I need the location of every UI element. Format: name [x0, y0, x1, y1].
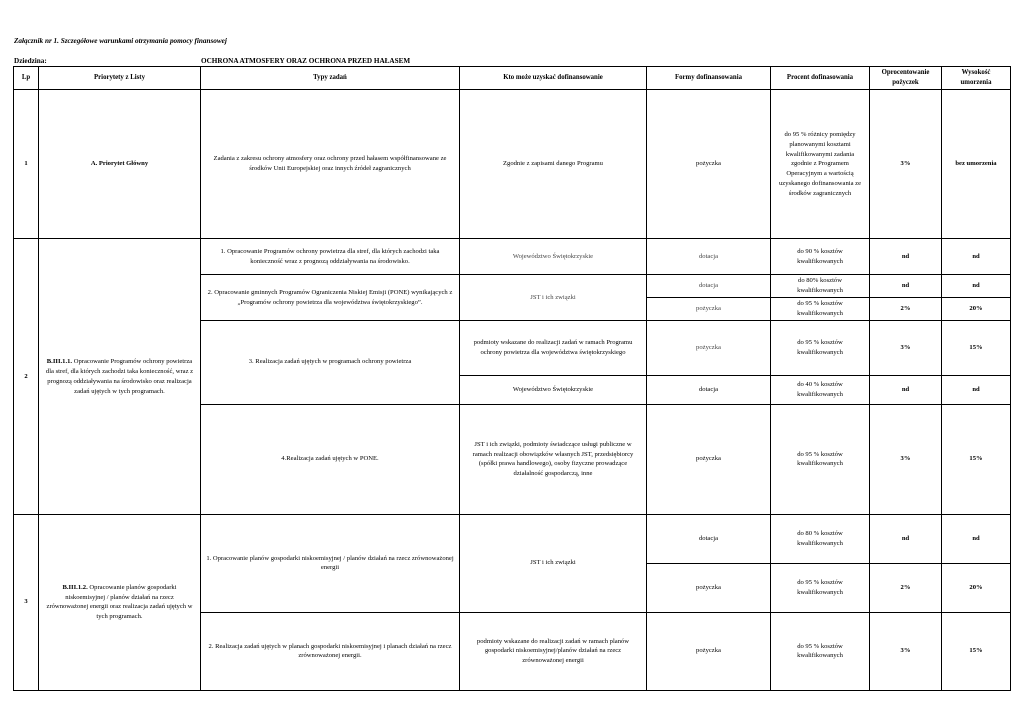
row-1-lp: 1 — [14, 90, 39, 239]
row-2a-form: dotacja — [647, 239, 771, 275]
row-2c-percent-1: do 95 % kosztów kwalifikowanych — [771, 320, 870, 375]
table-row — [14, 239, 1011, 275]
row-3a-task: 1. Opracowanie planów gospodarki niskoemisyjnej / planów działań na rzecz zrównoważonej energii — [201, 514, 460, 612]
row-1-interest: 3% — [870, 90, 942, 239]
row-1-percent: do 95 % różnicy pomiędzy planowanymi kosztami kwalifikowanymi zadania zgodnie z Programem Operacyjnym a wartością uzyskanego dofinansowania ze środków zagranicznych — [771, 90, 870, 239]
table-row — [14, 514, 1011, 563]
row-3a-percent-2: do 95 % kosztów kwalifikowanych — [771, 563, 870, 612]
row-1-task: Zadania z zakresu ochrony atmosfery oraz ochrony przed hałasem współfinansowane ze środków Unii Europejskiej oraz innych źródeł zagranicznych — [201, 90, 460, 239]
domain-value: OCHRONA ATMOSFERY ORAZ OCHRONA PRZED HAŁASEM — [201, 57, 411, 65]
attachment-caption: Załącznik nr 1. Szczegółowe warunkami otrzymania pomocy finansowej — [14, 37, 227, 45]
header-row — [14, 67, 1011, 90]
row-3b-percent: do 95 % kosztów kwalifikowanych — [771, 612, 870, 690]
row-1-form: pożyczka — [647, 90, 771, 239]
row-3a-eligible: JST i ich związki — [460, 514, 647, 612]
header-funding-form: Formy dofinansowania — [647, 67, 771, 90]
domain-label: Dziedzina: — [14, 57, 47, 65]
row-1-priority: A. Priorytet Główny — [39, 90, 201, 239]
row-2b-form-1: dotacja — [647, 275, 771, 298]
row-2b-percent-1: do 80% kosztów kwalifikowanych — [771, 275, 870, 298]
row-2a-percent: do 90 % kosztów kwalifikowanych — [771, 239, 870, 275]
row-3a-interest-1: nd — [870, 514, 942, 563]
row-3a-percent-1: do 80 % kosztów kwalifikowanych — [771, 514, 870, 563]
row-1-writeoff: bez umorzenia — [942, 90, 1011, 239]
header-task-types: Typy zadań — [201, 67, 460, 90]
row-3a-writeoff-2: 20% — [942, 563, 1011, 612]
row-2c-writeoff-2: nd — [942, 375, 1011, 404]
row-2c-interest-1: 3% — [870, 320, 942, 375]
conditions-table — [13, 66, 1011, 691]
row-2c-task: 3. Realizacja zadań ujętych w programach ochrony powietrza — [201, 320, 460, 404]
row-3b-writeoff: 15% — [942, 612, 1011, 690]
row-2c-eligible-1: podmioty wskazane do realizacji zadań w ramach Programu ochrony powietrza dla województwa świętokrzyskiego — [460, 320, 647, 375]
row-2c-eligible-2: Województwo Świętokrzyskie — [460, 375, 647, 404]
row-2a-writeoff: nd — [942, 239, 1011, 275]
row-2c-form-1: pożyczka — [647, 320, 771, 375]
row-3a-interest-2: 2% — [870, 563, 942, 612]
row-2a-interest: nd — [870, 239, 942, 275]
header-priority: Priorytety z Listy — [39, 67, 201, 90]
row-2c-form-2: dotacja — [647, 375, 771, 404]
row-1-eligible: Zgodnie z zapisami danego Programu — [460, 90, 647, 239]
row-2c-writeoff-1: 15% — [942, 320, 1011, 375]
row-2b-interest-2: 2% — [870, 298, 942, 321]
row-3b-task: 2. Realizacja zadań ujętych w planach gospodarki niskoemisyjnej i planach działań na rzecz zrównoważonej energii. — [201, 612, 460, 690]
table-row — [14, 90, 1011, 239]
row-3-priority-code: B.III.1.2. — [62, 583, 88, 591]
row-3-priority-text: Opracowanie planów gospodarki niskoemisyjnej / planów działań na rzecz zrównoważonej energii oraz realizacja zadań ujętych w tych programach. — [46, 583, 193, 621]
row-2b-task: 2. Opracowanie gminnych Programów Ograniczenia Niskiej Emisji (PONE) wynikających z „Programów ochrony powietrza dla województwa świętokrzyskiego”. — [201, 275, 460, 321]
row-2b-percent-2: do 95 % kosztów kwalifikowanych — [771, 298, 870, 321]
row-2c-interest-2: nd — [870, 375, 942, 404]
row-2a-task: 1. Opracowanie Programów ochrony powietrza dla stref, dla których zachodzi taka konieczność wraz z prognozą oddziaływania na środowisko. — [201, 239, 460, 275]
row-3a-writeoff-1: nd — [942, 514, 1011, 563]
header-loan-interest: Oprocentowanie pożyczek — [870, 67, 942, 90]
header-eligible: Kto może uzyskać dofinansowanie — [460, 67, 647, 90]
row-3b-form: pożyczka — [647, 612, 771, 690]
header-lp: Lp — [14, 67, 39, 90]
row-2d-eligible: JST i ich związki, podmioty świadczące usługi publiczne w ramach realizacji obowiązków własnych JST, przedsiębiorcy (spółki prawa handlowego), osoby fizyczne prowadzące działalność gospodarczą, inne — [460, 404, 647, 514]
row-2c-percent-2: do 40 % kosztów kwalifikowanych — [771, 375, 870, 404]
row-2b-form-2: pożyczka — [647, 298, 771, 321]
row-2d-percent: do 95 % kosztów kwalifikowanych — [771, 404, 870, 514]
header-writeoff: Wysokość umorzenia — [942, 67, 1011, 90]
row-2-priority-code: B.III.1.1. — [46, 357, 73, 365]
row-3-lp: 3 — [14, 514, 39, 690]
row-2b-interest-1: nd — [870, 275, 942, 298]
row-3b-interest: 3% — [870, 612, 942, 690]
row-2b-writeoff-1: nd — [942, 275, 1011, 298]
row-2d-interest: 3% — [870, 404, 942, 514]
row-2b-eligible: JST i ich związki — [460, 275, 647, 321]
row-2d-writeoff: 15% — [942, 404, 1011, 514]
row-3b-eligible: podmioty wskazane do realizacji zadań w ramach planów gospodarki niskoemisyjnej/planów działań na rzecz zrównoważonej energii — [460, 612, 647, 690]
header-funding-percent: Procent dofinasowania — [771, 67, 870, 90]
row-2d-task: 4.Realizacja zadań ujętych w PONE. — [201, 404, 460, 514]
row-2d-form: pożyczka — [647, 404, 771, 514]
row-2b-writeoff-2: 20% — [942, 298, 1011, 321]
row-3a-form-1: dotacja — [647, 514, 771, 563]
row-2-priority — [39, 239, 201, 515]
row-2-lp: 2 — [14, 239, 39, 515]
row-2-priority-text: Opracowanie Programów ochrony powietrza dla stref, dla których zachodzi taka konieczność, wraz z prognozą oddziaływania na środowisko oraz realizacja zadań ujętych w tych programach. — [45, 357, 194, 395]
row-3-priority — [39, 514, 201, 690]
row-2a-eligible: Województwo Świętokrzyskie — [460, 239, 647, 275]
row-3a-form-2: pożyczka — [647, 563, 771, 612]
